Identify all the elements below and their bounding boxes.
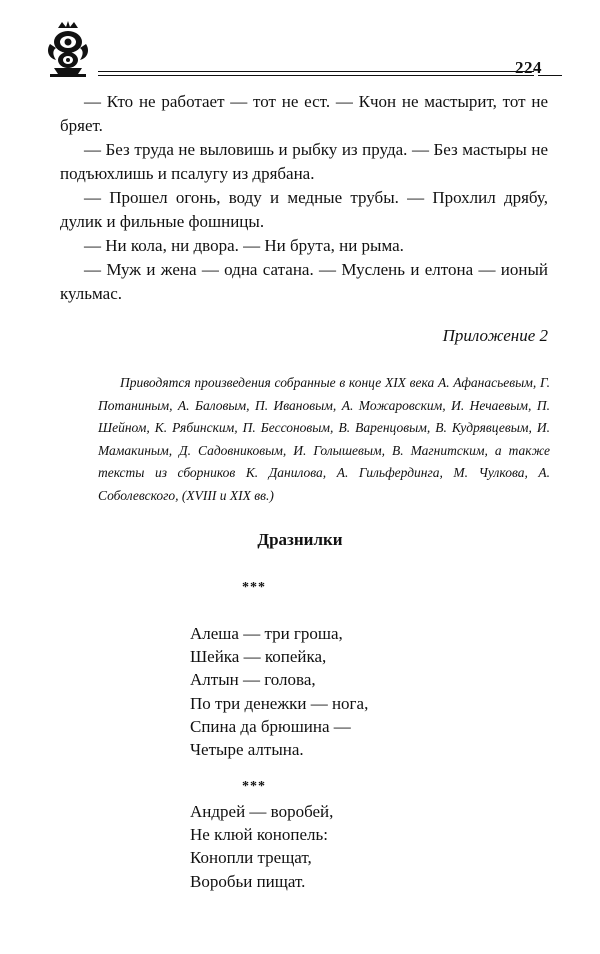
poem-line: Не клюй конопель: xyxy=(190,825,328,845)
separator: *** xyxy=(242,580,266,595)
page-number-underline xyxy=(538,75,562,76)
paragraph: — Кто не работает — тот не ест. — Кчон не мастырит, тот не бряет. xyxy=(60,92,548,135)
appendix-intro: Приводятся произведения собранные в конце XIX века А. Афанасьевым, Г. Потаниным, А. Баловым, П. Ивановым, А. Можаровским, И. Нечаевым, П. Шейном, К. Рябинским, П. Бессоновым, В. Варенцовым, В. Кудрявцевым, И. Мамакиным, Д. Садовниковым, И. Голышевым, В. Магнитским, а также тексты из сборников К. Данилова, А. Гильфердинга, М. Чулкова, А. Соболевского, (XVIII и XIX вв.) xyxy=(98,375,550,503)
section-title: Дразнилки xyxy=(257,530,343,549)
page-number: 224 xyxy=(515,58,542,77)
poem-line: Шейка — копейка, xyxy=(190,647,327,667)
ornament-icon xyxy=(44,20,92,78)
paragraph: — Прошел огонь, воду и медные трубы. — Прохлил дрябу, дулик и фильные фошницы. xyxy=(60,188,548,231)
poem-line: Спина да брюшина — xyxy=(190,716,351,736)
poem-line: По три денежки — нога, xyxy=(190,693,369,713)
appendix-label: Приложение 2 xyxy=(442,326,548,345)
poem-line: Алтын — голова, xyxy=(190,670,316,690)
poem-line: Четыре алтына. xyxy=(190,740,304,760)
poem xyxy=(190,800,333,893)
poem xyxy=(190,622,368,761)
poem-line: Конопли трещат, xyxy=(190,848,312,868)
paragraph: — Муж и жена — одна сатана. — Муслень и елтона — ионый кульмас. xyxy=(60,260,548,303)
paragraph: — Без труда не выловишь и рыбку из пруда. — Без мастыры не подъюхлишь и псалугу из дрябана. xyxy=(60,140,548,183)
paragraph: — Ни кола, ни двора. — Ни брута, ни рыма. xyxy=(84,236,404,255)
poem-line: Алеша — три гроша, xyxy=(190,624,343,643)
header-rule-thin xyxy=(98,75,534,76)
page-header xyxy=(40,20,560,80)
separator: *** xyxy=(242,779,266,794)
body-text xyxy=(60,90,548,306)
header-rule xyxy=(98,71,534,72)
poem-line: Воробьи пищат. xyxy=(190,871,306,891)
poem-line: Андрей — воробей, xyxy=(190,802,334,821)
